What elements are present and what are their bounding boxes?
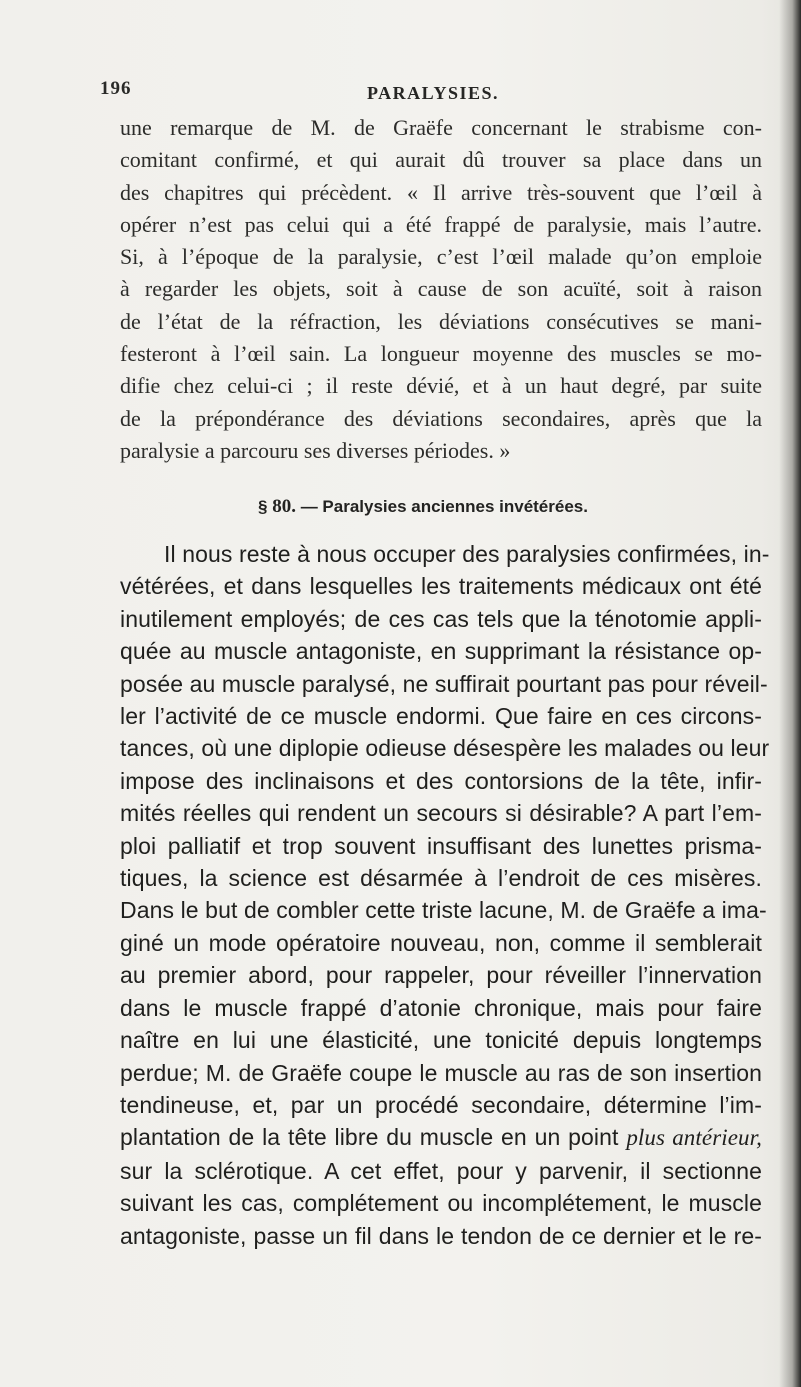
text-line: naître en lui une élasticité, une tonicité depuis longtemps <box>120 1027 762 1054</box>
text-line: ploi palliatif et trop souvent insuffisant des lunettes prisma- <box>120 832 762 859</box>
text-line: difie chez celui-ci ; il reste dévié, et à un haut degré, par suite <box>120 373 762 399</box>
text-line: Si, à l’époque de la paralysie, c’est l’œil malade qu’on emploie <box>120 244 762 270</box>
section-symbol: § <box>258 497 268 516</box>
text-line: tiques, la science est désarmée à l’endroit de ces misères. <box>120 865 762 892</box>
text-line: à regarder les objets, soit à cause de son acuïté, soit à raison <box>120 276 762 302</box>
text-line: posée au muscle paralysé, ne suffirait pourtant pas pour réveil- <box>120 670 768 697</box>
paragraph-body <box>120 538 770 1252</box>
page-edge-shadow <box>779 0 801 1387</box>
text-line: paralysie a parcouru ses diverses périodes. » <box>120 437 511 463</box>
italic-phrase: plus antérieur, <box>626 1125 762 1151</box>
text-line: quée au muscle antagoniste, en supprimant la résistance op- <box>120 638 762 665</box>
page-number: 196 <box>100 78 132 99</box>
text-line: inutilement employés; de ces cas tels que la ténotomie appli- <box>120 605 762 632</box>
text-line: de la prépondérance des déviations secondaires, après que la <box>120 405 762 431</box>
running-title: PARALYSIES. <box>367 83 500 103</box>
section-number: 80. <box>272 496 296 517</box>
text-line: opérer n’est pas celui qui a été frappé de paralysie, mais l’autre. <box>120 211 762 237</box>
text-line: tendineuse, et, par un procédé secondaire, détermine l’im- <box>120 1091 762 1118</box>
text-line: des chapitres qui précèdent. « Il arrive très-souvent que l’œil à <box>120 179 762 205</box>
text-line: mités réelles qui rendent un secours si désirable? A part l’em- <box>120 800 762 827</box>
text-line: impose des inclinaisons et des contorsions de la tête, infir- <box>120 767 762 794</box>
text-line: dans le muscle frappé d’atonie chronique, mais pour faire <box>120 994 762 1021</box>
text-line: une remarque de M. de Graëfe concernant le strabisme con- <box>120 115 762 140</box>
text-line: antagoniste, passe un fil dans le tendon de ce dernier et le re- <box>120 1222 762 1249</box>
text-line: au premier abord, pour rappeler, pour réveiller l’innervation <box>120 962 762 989</box>
text-segment: plantation de la tête libre du muscle en un point <box>120 1124 619 1151</box>
text-line: giné un mode opératoire nouveau, non, comme il semblerait <box>120 929 762 956</box>
text-line: festeront à l’œil sain. La longueur moyenne des muscles se mo- <box>120 341 762 367</box>
text-line: suivant les cas, complétement ou incomplétement, le muscle <box>120 1190 762 1217</box>
text-line: tances, où une diplopie odieuse désespère les malades ou leur <box>120 735 770 762</box>
text-line: de l’état de la réfraction, les déviations consécutives se mani- <box>120 308 762 334</box>
text-line: vétérées, et dans lesquelles les traitements médicaux ont été <box>120 573 762 600</box>
section-title: — Paralysies anciennes invétérées. <box>300 497 588 516</box>
paragraph-quotation <box>120 112 762 467</box>
text-line: Il nous reste à nous occuper des paralysies confirmées, in- <box>164 541 770 567</box>
text-line-with-italic <box>120 1121 762 1154</box>
text-line: perdue; M. de Graëfe coupe le muscle au ras de son insertion <box>120 1059 762 1086</box>
text-line: sur la sclérotique. A cet effet, pour y parvenir, il sectionne <box>120 1157 762 1184</box>
text-line: Dans le but de combler cette triste lacune, M. de Graëfe a ima- <box>120 897 767 924</box>
text-line: ler l’activité de ce muscle endormi. Que faire en ces circons- <box>120 703 762 730</box>
section-heading <box>258 496 588 518</box>
text-line: comitant confirmé, et qui aurait dû trouver sa place dans un <box>120 147 762 173</box>
